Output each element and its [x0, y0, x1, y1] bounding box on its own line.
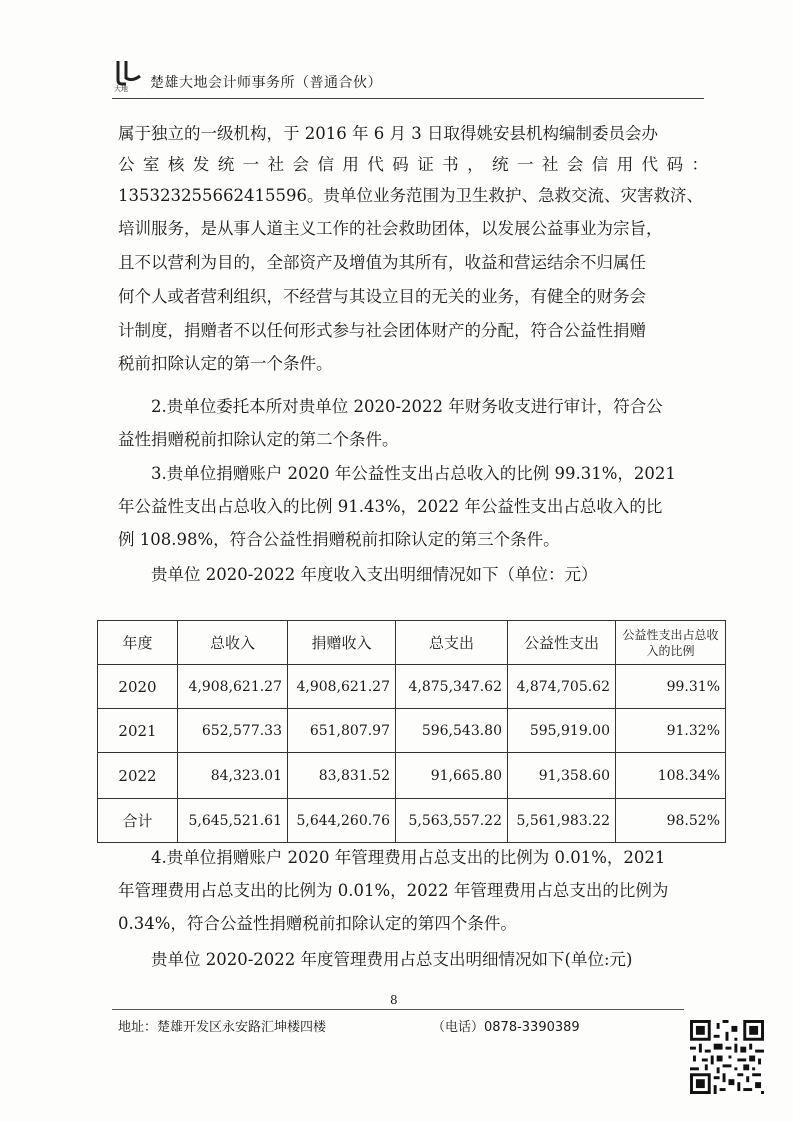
para3-line2: 年公益性支出占总收入的比例 91.43%，2022 年公益性支出占总收入的比 [118, 497, 663, 516]
para1-line4: 培训服务，是从事人道主义工作的社会救助团体，以发展公益事业为宗旨， [118, 219, 663, 238]
table-cell: 5,645,521.61 [178, 799, 288, 843]
table-cell: 98.52% [616, 799, 726, 843]
para2-line2: 益性捐赠税前扣除认定的第二个条件。 [118, 430, 399, 449]
table-header-cell: 年度 [98, 621, 178, 665]
table-header-cell: 捐赠收入 [288, 621, 396, 665]
para1-line8: 税前扣除认定的第一个条件。 [118, 354, 333, 373]
table-cell: 595,919.00 [508, 709, 616, 753]
table-caption: 贵单位 2020-2022 年度收入支出明细情况如下（单位：元） [151, 565, 598, 584]
table-header-cell: 总收入 [178, 621, 288, 665]
table-cell: 5,561,983.22 [508, 799, 616, 843]
para1-line2: 公室核发统一社会信用代码证书，统一社会信用代码： [118, 155, 708, 174]
logo-text: 大地 [114, 85, 128, 92]
table-cell: 5,644,260.76 [288, 799, 396, 843]
table-row [98, 753, 726, 799]
table-cell-year: 2021 [98, 709, 178, 753]
table-cell: 596,543.80 [396, 709, 508, 753]
para1-line6: 何个人或者营利组织，不经营与其设立目的无关的业务，有健全的财务会 [118, 287, 646, 306]
footer-divider [112, 1009, 684, 1010]
table-cell: 108.34% [616, 753, 726, 799]
table-header-cell: 公益性支出占总收入的比例 [616, 621, 726, 665]
qr-code-icon [690, 1020, 764, 1094]
page-header [112, 58, 712, 98]
table-row [98, 799, 726, 843]
table-cell: 84,323.01 [178, 753, 288, 799]
closing-caption: 贵单位 2020-2022 年度管理费用占总支出明细情况如下(单位:元) [151, 950, 633, 969]
firm-name: 楚雄大地会计师事务所（普通合伙） [150, 75, 382, 91]
table-cell: 4,875,347.62 [396, 665, 508, 709]
para1-line3: 13532325566241559​6。贵单位业务范围为卫生救护、急救交流、灾害救济、 [118, 186, 703, 205]
table-cell-year: 2022 [98, 753, 178, 799]
firm-logo-icon [112, 58, 146, 92]
para4-line2: 年管理费用占总支出的比例为 0.01%，2022 年管理费用占总支出的比例为 [118, 881, 669, 900]
table-cell: 4,908,621.27 [178, 665, 288, 709]
table-cell-year: 合计 [98, 799, 178, 843]
table-cell: 91,358.60 [508, 753, 616, 799]
table-cell-year: 2020 [98, 665, 178, 709]
para1-line1: 属于独立的一级机构，于 2016 年 6 月 3 日取得姚安县机构编制委员会办 [118, 124, 658, 143]
para1-line5: 且不以营利为目的，全部资产及增值为其所有，收益和营运结余不归属任 [118, 253, 646, 272]
para3-line3: 例 108.98%，符合公益性捐赠税前扣除认定的第三个条件。 [118, 530, 560, 549]
table-row [98, 709, 726, 753]
header-divider [112, 98, 704, 99]
para4-line3: 0.34%，符合公益性捐赠税前扣除认定的第四个条件。 [118, 914, 517, 933]
table-row [98, 665, 726, 709]
para2-line1: 2.贵单位委托本所对贵单位 2020-2022 年财务收支进行审计，符合公 [151, 397, 663, 416]
table-cell: 651,807.97 [288, 709, 396, 753]
footer-address: 地址：楚雄开发区永安路汇坤楼四楼 [118, 1020, 327, 1035]
table-header-cell: 总支出 [396, 621, 508, 665]
table-cell: 83,831.52 [288, 753, 396, 799]
income-expense-table [97, 620, 726, 843]
table-cell: 91.32% [616, 709, 726, 753]
table-cell: 91,665.80 [396, 753, 508, 799]
table-cell: 99.31% [616, 665, 726, 709]
table-cell: 652,577.33 [178, 709, 288, 753]
table-cell: 5,563,557.22 [396, 799, 508, 843]
table-cell: 4,874,705.62 [508, 665, 616, 709]
table-header-cell: 公益性支出 [508, 621, 616, 665]
table-header-row [98, 621, 726, 665]
page-number: 8 [390, 993, 398, 1007]
table-cell: 4,908,621.27 [288, 665, 396, 709]
footer-phone: （电话）0878-3390389 [432, 1020, 580, 1035]
para1-line7: 计制度，捐赠者不以任何形式参与社会团体财产的分配，符合公益性捐赠 [118, 321, 646, 340]
para4-line1: 4.贵单位捐赠账户 2020 年管理费用占总支出的比例为 0.01%，2021 [151, 848, 666, 867]
para3-line1: 3.贵单位捐赠账户 2020 年公益性支出占总收入的比例 99.31%，2021 [151, 464, 676, 483]
